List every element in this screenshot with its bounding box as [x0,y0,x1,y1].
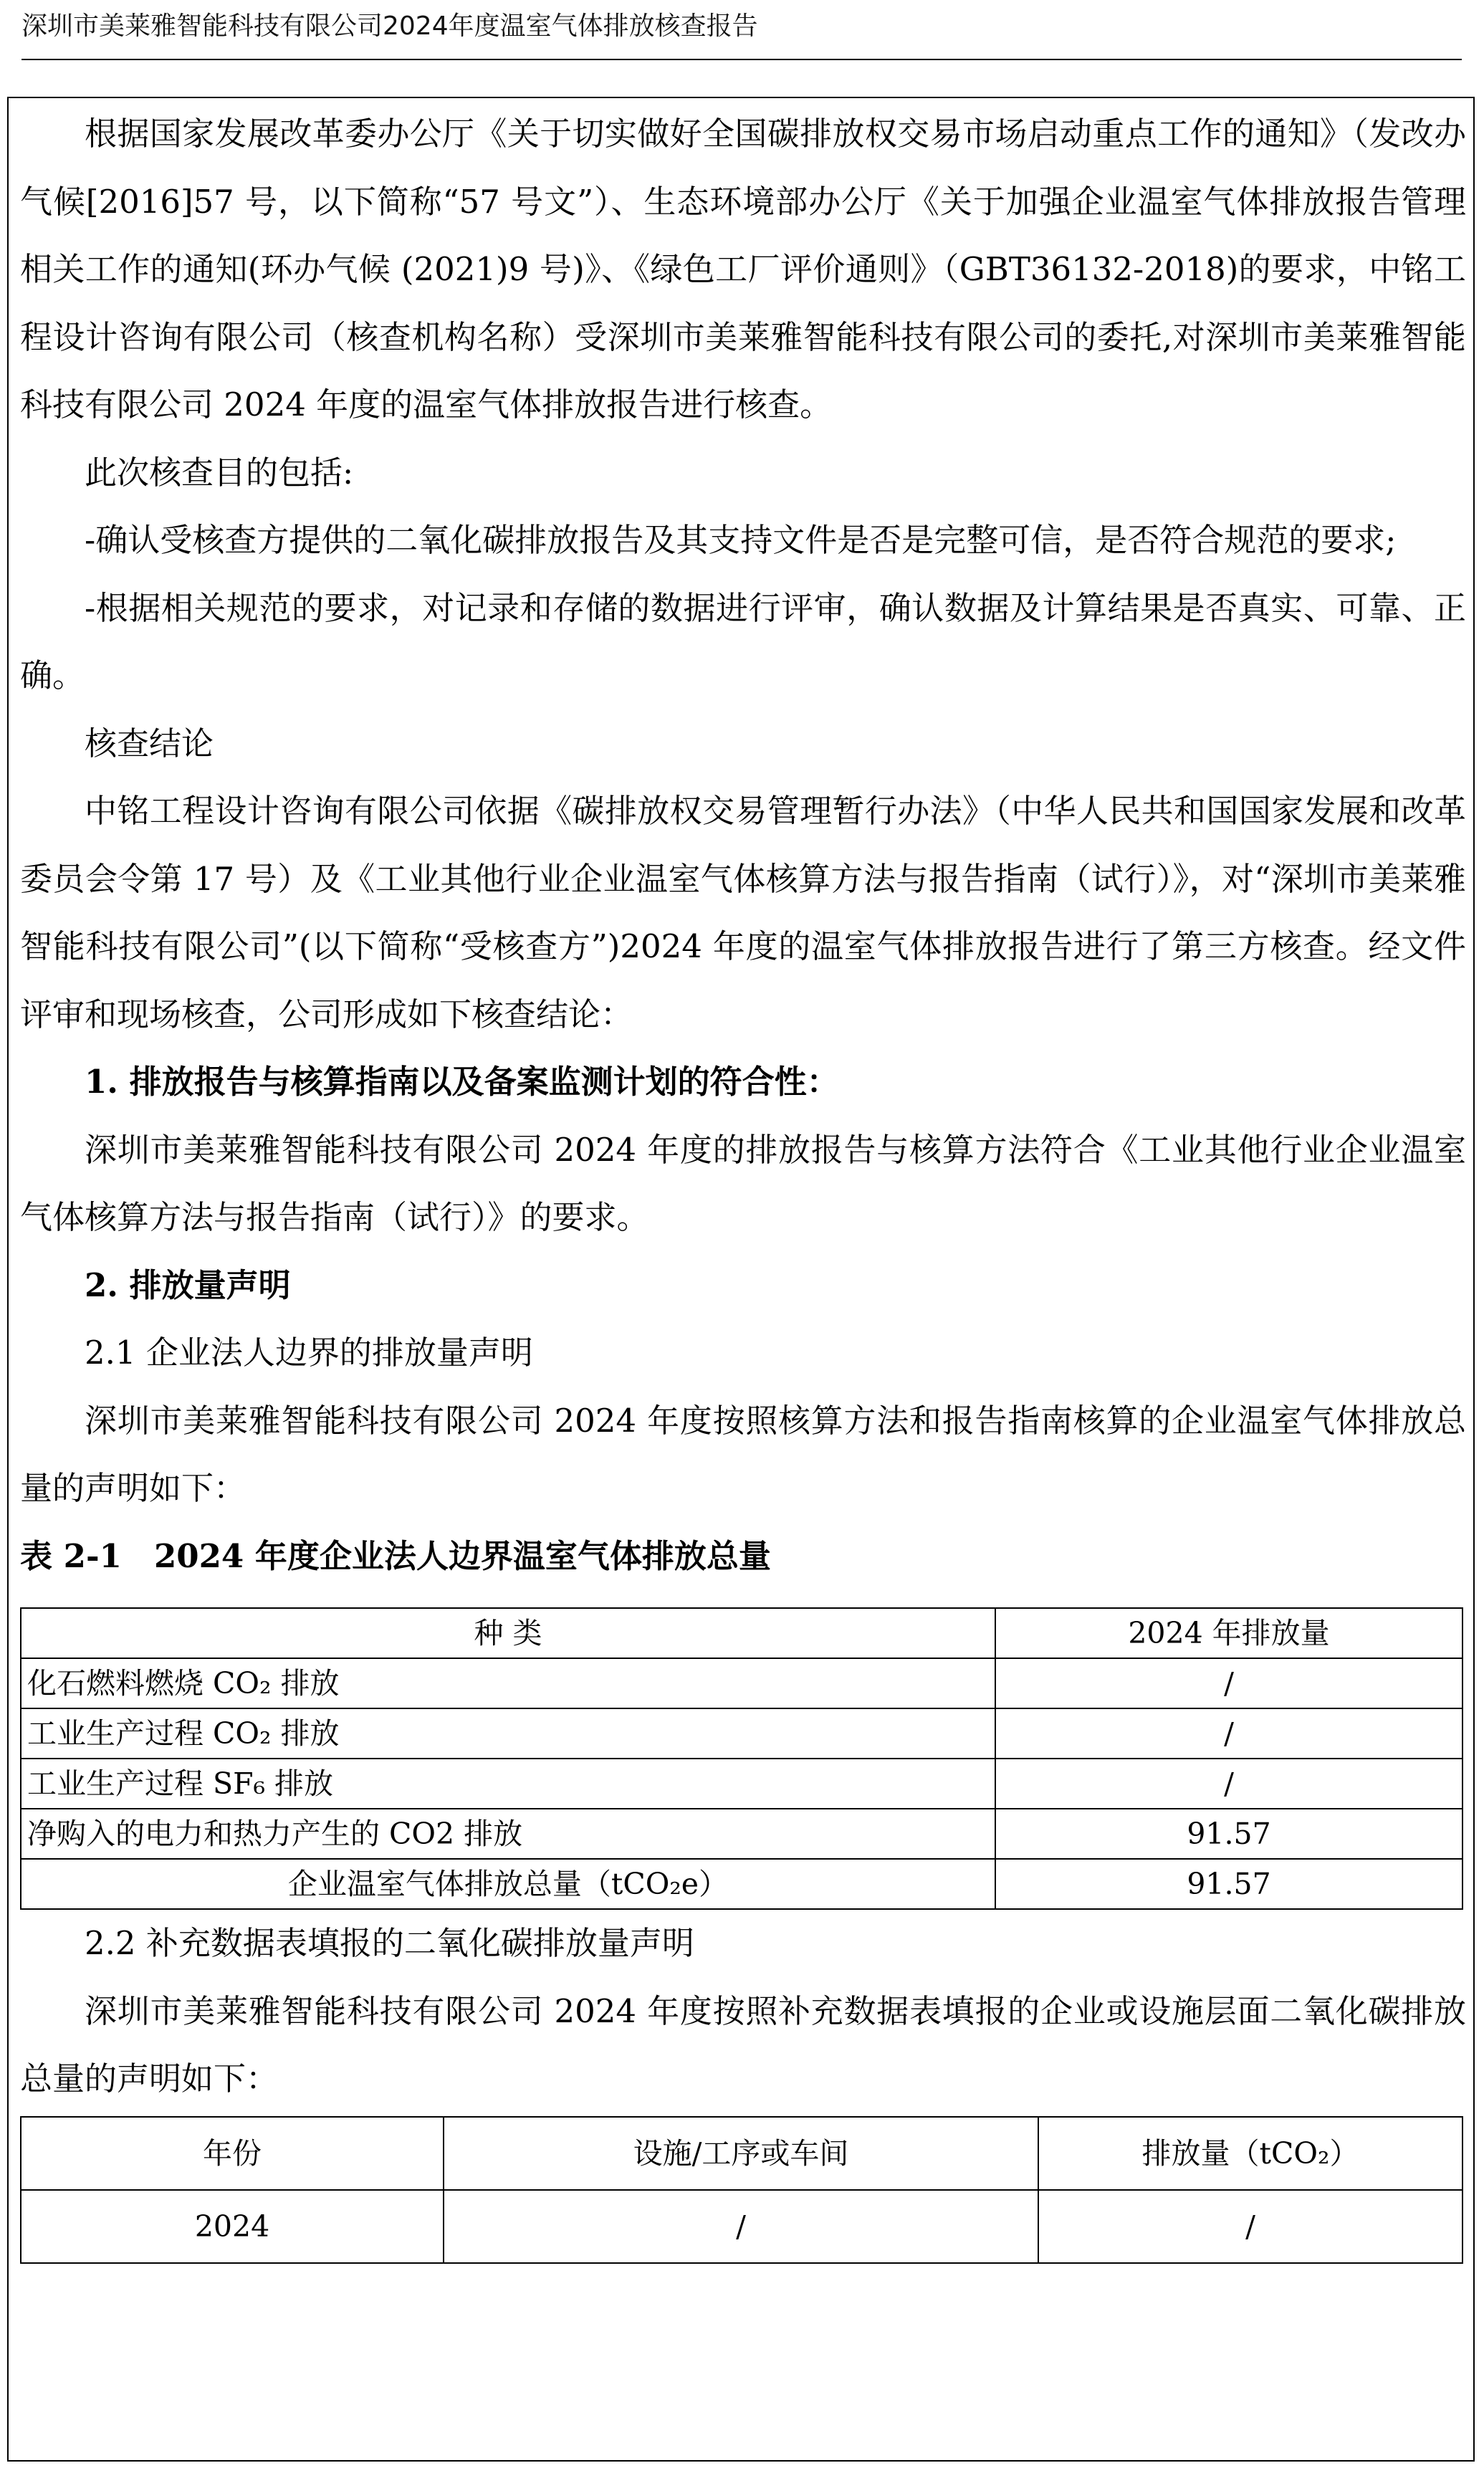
table-row [21,1809,1463,1859]
table-cell-category: 净购入的电力和热力产生的 CO2 排放 [21,1809,995,1859]
table-cell-category: 工业生产过程 CO₂ 排放 [21,1708,995,1759]
table-header-row [21,1608,1463,1658]
supplementary-statement-paragraph: 深圳市美莱雅智能科技有限公司 2024 年度按照补充数据表填报的企业或设施层面二氧化碳排放总量的声明如下： [20,1991,1466,2098]
table-1-caption: 表 2-1 2024 年度企业法人边界温室气体排放总量 [20,1536,771,1575]
table-cell-year: 2024 [21,2190,444,2263]
table-total-row [21,1859,1463,1909]
section-heading-2: 2. 排放量声明 [85,1266,291,1304]
table-cell-category: 工业生产过程 SF₆ 排放 [21,1759,995,1809]
table-header-category: 种 类 [21,1608,995,1658]
table-row [21,1759,1463,1809]
table-row [21,2190,1463,2263]
purpose-item-2: -根据相关规范的要求，对记录和存储的数据进行评审，确认数据及计算结果是否真实、可靠、正确。 [20,588,1466,694]
table-header-emission: 2024 年排放量 [995,1608,1463,1658]
table-header-year: 年份 [21,2117,444,2190]
table-cell-category: 化石燃料燃烧 CO₂ 排放 [21,1658,995,1708]
table-header-row [21,2117,1463,2190]
table-cell-value: / [995,1708,1463,1759]
compliance-paragraph: 深圳市美莱雅智能科技有限公司 2024 年度的排放报告与核算方法符合《工业其他行业企业温室气体核算方法与报告指南（试行）》的要求。 [20,1130,1466,1236]
table-cell-category: 企业温室气体排放总量（tCO₂e） [21,1859,995,1909]
table-cell-facility: / [444,2190,1038,2263]
purpose-intro: 此次核查目的包括: [85,453,354,492]
table-header-facility: 设施/工序或车间 [444,2117,1038,2190]
report-body [20,100,1466,2264]
table-header-emission: 排放量（tCO₂） [1038,2117,1463,2190]
emission-statement-paragraph: 深圳市美莱雅智能科技有限公司 2024 年度按照核算方法和报告指南核算的企业温室气体排放总量的声明如下： [20,1401,1466,1507]
table-row [21,1658,1463,1708]
section-heading-1: 1. 排放报告与核算指南以及备案监测计划的符合性： [85,1063,839,1101]
facility-emission-table [20,2116,1463,2264]
emission-total-table [20,1607,1463,1910]
table-cell-value: 91.57 [995,1809,1463,1859]
conclusion-heading: 核查结论 [85,724,214,762]
table-cell-value: / [995,1658,1463,1708]
subsection-2-2: 2.2 补充数据表填报的二氧化碳排放量声明 [85,1924,694,1962]
page-header: 深圳市美莱雅智能科技有限公司2024年度温室气体排放核查报告 [21,10,1462,60]
subsection-2-1: 2.1 企业法人边界的排放量声明 [85,1334,533,1372]
table-cell-value: 91.57 [995,1859,1463,1909]
purpose-item-1: -确认受核查方提供的二氧化碳排放报告及其支持文件是否是完整可信，是否符合规范的要求; [85,521,1397,559]
table-cell-emission: / [1038,2190,1463,2263]
conclusion-paragraph: 中铭工程设计咨询有限公司依据《碳排放权交易管理暂行办法》（中华人民共和国国家发展和改革委员会令第 17 号）及《工业其他行业企业温室气体核算方法与报告指南（试行）》，对“深圳市美莱雅智能科技有限公司”(以下简称“受核查方”)2024 年度的温室气体排放报告进行了第三方核查。经文件评审和现场核查，公司形成如下核查结论： [20,792,1466,1033]
table-row [21,1708,1463,1759]
intro-paragraph: 根据国家发展改革委办公厅《关于切实做好全国碳排放权交易市场启动重点工作的通知》（发改办气候[2016]57 号，以下简称“57 号文”）、生态环境部办公厅《关于加强企业温室气体排放报告管理相关工作的通知(环办气候 (2021)9 号)》、《绿色工厂评价通则》（GBT36132-2018)的要求，中铭工程设计咨询有限公司（核查机构名称）受深圳市美莱雅智能科技有限公司的委托,对深圳市美莱雅智能科技有限公司 2024 年度的温室气体排放报告进行核查。 [20,115,1466,424]
table-cell-value: / [995,1759,1463,1809]
